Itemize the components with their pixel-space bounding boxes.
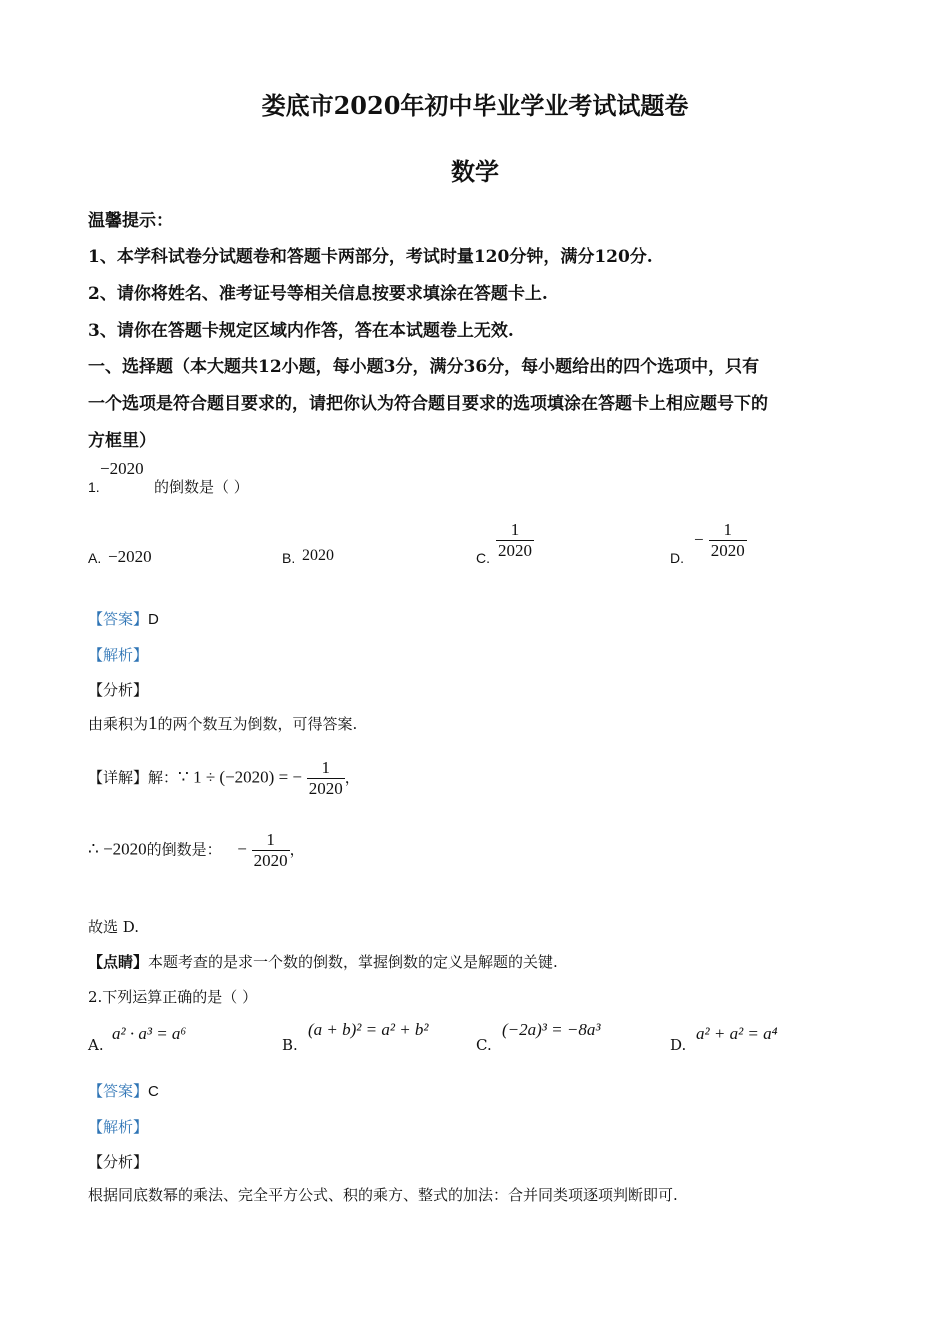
answer-value: D xyxy=(148,611,159,628)
option-label: C. xyxy=(476,550,490,566)
tips-heading: 温馨提示： xyxy=(88,211,173,231)
answer-line xyxy=(88,1080,159,1101)
fraction-denominator: 2020 xyxy=(253,851,288,870)
analysis-part: 的两个数互为倒数，可得答案. xyxy=(157,715,358,733)
fraction-numerator: 1 xyxy=(510,520,520,539)
dianjing-text: 本题考查的是求一个数的倒数，掌握倒数的定义是解题的关键. xyxy=(148,953,558,971)
fraction-numerator: 1 xyxy=(723,520,732,539)
question-stem: 2.下列运算正确的是（ ） xyxy=(88,988,258,1006)
section-heading-line: 一、选择题（本大题共12小题，每小题3分，满分36分，每小题给出的四个选项中，只有 xyxy=(88,357,760,377)
detail-line xyxy=(88,758,360,799)
option-fraction xyxy=(694,520,747,561)
analysis-text xyxy=(88,713,357,735)
option-value: (a + b)² = a² + b² xyxy=(308,1020,429,1039)
option-value: a² · a³ = a⁶ xyxy=(112,1024,187,1043)
option-label: B. xyxy=(282,1036,298,1054)
analysis-text: 根据同底数幂的乘法、完全平方公式、积的乘方、整式的加法：合并同类项逐项判断即可. xyxy=(88,1186,678,1204)
fraction-sign: − xyxy=(237,839,247,859)
jiexi-tag: 【解析】 xyxy=(88,1118,149,1136)
fraction-sign: − xyxy=(694,530,704,549)
tip-item: 1、本学科试卷分试题卷和答题卡两部分，考试时量120分钟，满分120分. xyxy=(88,247,653,267)
jiexi-tag: 【解析】 xyxy=(88,646,149,664)
option-label: D. xyxy=(670,1036,687,1054)
dianjing-line xyxy=(88,951,558,972)
therefore-expression: ∴ −2020 xyxy=(88,839,147,859)
therefore-text: 的倒数是： xyxy=(146,840,222,859)
analysis-part: 由乘积为 xyxy=(88,715,149,733)
option-label: D. xyxy=(670,550,684,566)
answer-tag: 【答案】 xyxy=(88,1082,149,1100)
section-heading-line: 方框里） xyxy=(88,431,156,451)
section-heading-line: 一个选项是符合题目要求的，请把你认为符合题目要求的选项填涂在答题卡上相应题号下的 xyxy=(88,394,768,414)
option-value: a² + a² = a⁴ xyxy=(696,1024,778,1043)
answer-value: C xyxy=(148,1083,159,1100)
detail-label: 解： xyxy=(148,768,179,787)
tip-item: 3、请你在答题卡规定区域内作答，答在本试题卷上无效. xyxy=(88,321,514,341)
option-label: A. xyxy=(88,1036,104,1054)
fraction-numerator: 1 xyxy=(321,758,331,777)
fraction-denominator: 2020 xyxy=(308,779,343,798)
question-stem: 的倒数是（ ） xyxy=(154,478,249,496)
fenxi-tag: 【分析】 xyxy=(88,681,149,699)
detail-tag: 【详解】 xyxy=(88,768,149,787)
question-number: 1. xyxy=(88,479,100,495)
option-label: B. xyxy=(282,550,296,566)
analysis-number: 1 xyxy=(148,713,158,734)
fraction-numerator: 1 xyxy=(266,830,275,849)
page-title: 娄底市2020年初中毕业学业考试试题卷 xyxy=(261,91,689,120)
option-value: 2020 xyxy=(302,547,334,564)
option-value: −2020 xyxy=(108,547,152,566)
detail-expression: ∵ 1 ÷ (−2020) = − xyxy=(178,767,303,787)
option-value: (−2a)³ = −8a³ xyxy=(502,1020,601,1039)
tip-item: 2、请你将姓名、准考证号等相关信息按要求填涂在答题卡上. xyxy=(88,284,548,304)
detail-end: ， xyxy=(344,768,360,787)
answer-tag: 【答案】 xyxy=(88,610,149,628)
question-expression: −2020 xyxy=(100,459,144,478)
option-label: A. xyxy=(88,550,102,566)
therefore-end: ， xyxy=(289,840,305,859)
fenxi-tag: 【分析】 xyxy=(88,1153,149,1171)
option-label: C. xyxy=(476,1036,492,1054)
therefore-line xyxy=(88,830,305,871)
fraction-denominator: 2020 xyxy=(498,541,532,560)
fraction-denominator: 2020 xyxy=(710,541,745,560)
choose-line: 故选 D. xyxy=(88,918,140,936)
subject-title: 数学 xyxy=(451,157,499,186)
answer-line xyxy=(88,608,159,629)
option-fraction xyxy=(496,520,534,561)
dianjing-tag: 【点睛】 xyxy=(88,953,149,971)
